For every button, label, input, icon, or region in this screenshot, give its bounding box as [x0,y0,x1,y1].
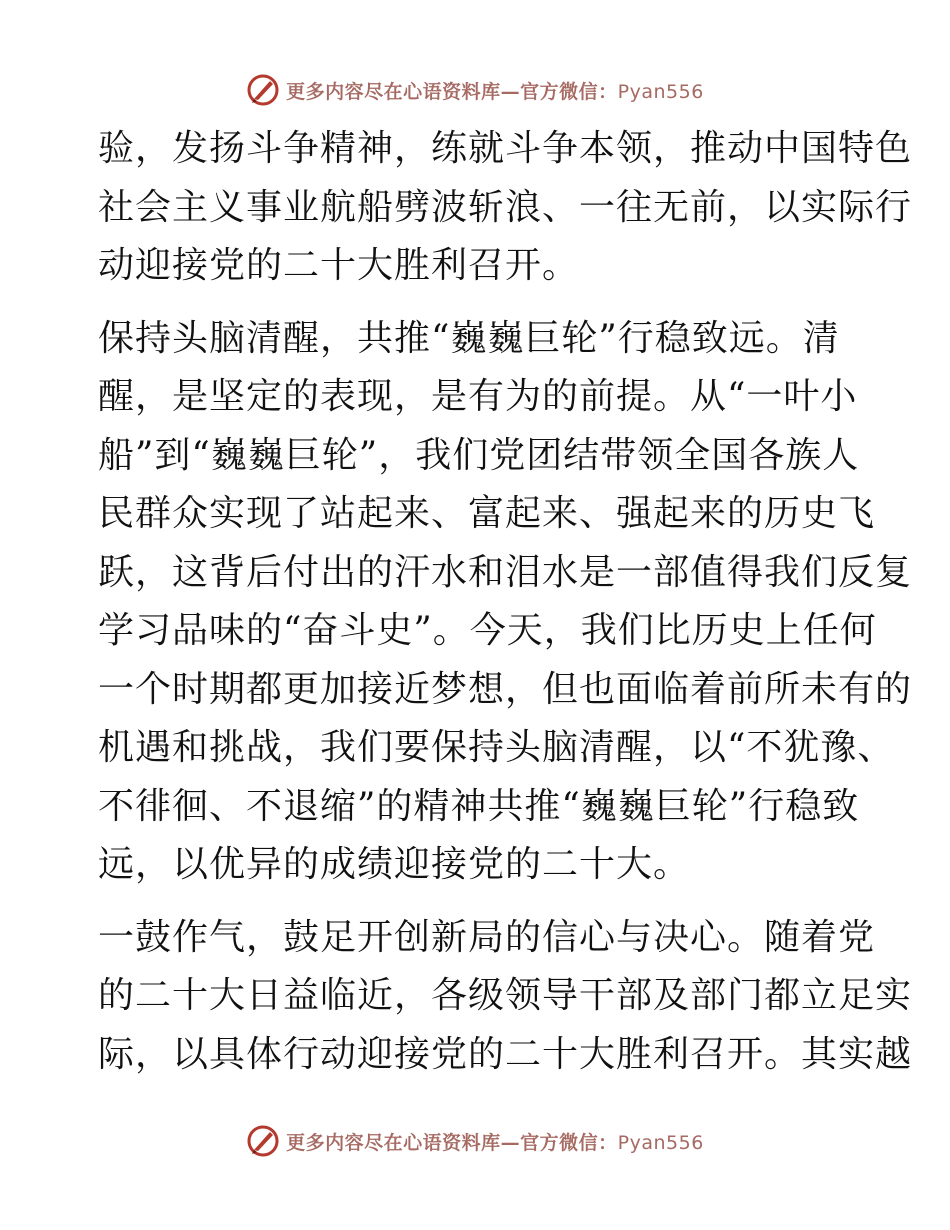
paragraph [98,310,913,895]
text-line: 的二十大日益临近，各级领导干部及部门都立足实 [98,975,913,1016]
text-line: 跃，这背后付出的汗水和泪水是一部值得我们反复 [98,551,913,593]
quill-pen-logo-icon [246,73,280,107]
quill-pen-logo-icon [246,1124,280,1158]
watermark-wechat-id: Pyan556 [617,1131,704,1154]
text-line: 动迎接党的二十大胜利召开。 [98,245,580,286]
text-line: 一个时期都更加接近梦想，但也面临着前所未有的 [98,668,913,710]
watermark-text [286,1128,704,1155]
watermark-cn: 更多内容尽在心语资料库—官方微信： [286,1131,618,1154]
text-line: 保持头脑清醒，共推“巍巍巨轮”行稳致远。清 [98,317,840,359]
text-line: 船”到“巍巍巨轮”，我们党团结带领全国各族人 [98,434,860,476]
watermark-cn: 更多内容尽在心语资料库—官方微信： [286,80,618,103]
text-line: 不徘徊、不退缩”的精神共推“巍巍巨轮”行稳致 [98,785,860,827]
text-line: 一鼓作气，鼓足开创新局的信心与决心。随着党 [98,916,876,958]
text-line: 社会主义事业航船劈波斩浪、一往无前，以实际行 [98,186,913,228]
text-line: 远，以优异的成绩迎接党的二十大。 [98,844,691,885]
text-line: 学习品味的“奋斗史”。今天，我们比历史上任何 [98,610,877,651]
watermark-text [286,77,704,104]
text-line: 机遇和挑战，我们要保持头脑清醒，以“不犹豫、 [98,727,895,768]
watermark-wechat-id: Pyan556 [617,80,704,103]
document-body [98,120,913,1098]
text-line: 醒，是坚定的表现，是有为的前提。从“一叶小 [98,376,858,417]
text-line: 民群众实现了站起来、富起来、强起来的历史飞 [98,493,876,534]
text-line: 际，以具体行动迎接党的二十大胜利召开。其实越 [98,1033,913,1075]
header-watermark [0,70,950,110]
footer-watermark [0,1121,950,1161]
text-line: 验，发扬斗争精神，练就斗争本领，推动中国特色 [98,128,913,169]
paragraph [98,909,913,1085]
paragraph [98,120,913,296]
